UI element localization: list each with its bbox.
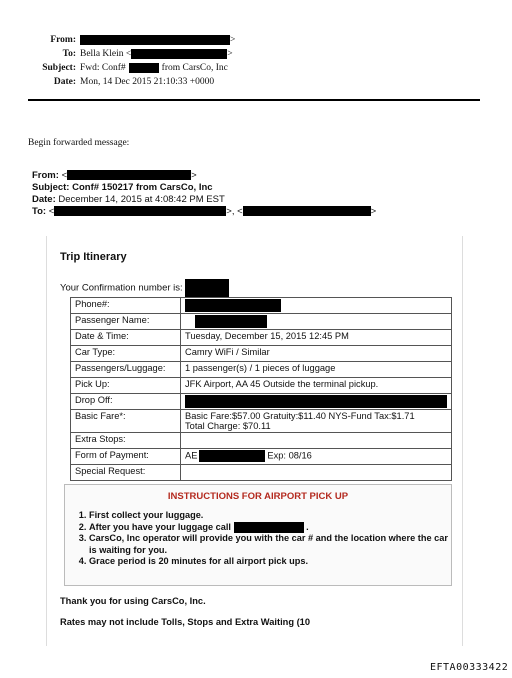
row-label: Drop Off:	[71, 394, 181, 410]
bracket-close: >	[370, 206, 377, 217]
header-date-label: Date:	[53, 77, 76, 87]
header-to-label: To:	[62, 49, 76, 59]
table-row	[71, 433, 452, 449]
table-row	[71, 346, 452, 362]
forwarded-date-label: Date:	[32, 194, 56, 205]
forwarded-subject-value: Conf# 150217 from CarsCo, Inc	[72, 182, 213, 193]
table-row	[71, 378, 452, 394]
forwarded-header	[32, 170, 376, 218]
email-header	[0, 33, 512, 89]
row-value	[181, 314, 452, 330]
divider	[28, 99, 480, 101]
row-label: Car Type:	[71, 346, 181, 362]
row-label: Phone#:	[71, 298, 181, 314]
row-label: Basic Fare*:	[71, 410, 181, 433]
redaction-block	[234, 522, 304, 533]
header-bracket: >	[227, 49, 233, 59]
row-value: 1 passenger(s) / 1 pieces of luggage	[181, 362, 452, 378]
header-bracket: >	[230, 35, 236, 45]
redaction-block	[80, 35, 230, 45]
list-item: 1. First collect your luggage.	[89, 510, 449, 522]
instruction-text: After you have your luggage call	[89, 521, 231, 532]
forwarded-from-label: From:	[32, 170, 59, 181]
row-label: Passengers/Luggage:	[71, 362, 181, 378]
header-date-value: Mon, 14 Dec 2015 21:10:33 +0000	[80, 77, 215, 87]
header-from-row	[0, 33, 512, 47]
row-value	[181, 298, 452, 314]
forwarded-to-label: To:	[32, 206, 47, 217]
row-value: JFK Airport, AA 45 Outside the terminal pickup.	[181, 378, 452, 394]
header-from-label: From:	[50, 35, 76, 45]
row-label: Special Request:	[71, 465, 181, 481]
row-label: Passenger Name:	[71, 314, 181, 330]
instruction-end: .	[306, 521, 309, 532]
bracket-mid: >, <	[226, 206, 243, 217]
forwarded-subject-label: Subject:	[32, 182, 70, 193]
table-row	[71, 314, 452, 330]
rates-text: Rates may not include Tolls, Stops and Extra Waiting (10	[60, 617, 311, 627]
redaction-block	[185, 299, 281, 312]
redaction-block	[185, 279, 229, 297]
bracket-open: <	[61, 170, 68, 181]
confirmation-label: Your Confirmation number is:	[60, 282, 183, 294]
itinerary-title: Trip Itinerary	[60, 251, 127, 263]
row-value	[181, 394, 452, 410]
forwarded-date-value: December 14, 2015 at 4:08:42 PM EST	[58, 194, 225, 205]
table-row	[71, 330, 452, 346]
row-label: Form of Payment:	[71, 449, 181, 465]
confirmation-line	[60, 279, 229, 297]
row-value	[181, 465, 452, 481]
table-row	[71, 362, 452, 378]
table-row	[71, 410, 452, 433]
table-row	[71, 394, 452, 410]
payment-exp: Exp: 08/16	[267, 450, 312, 461]
header-subject-label: Subject:	[42, 63, 76, 73]
redaction-block	[131, 49, 227, 59]
redaction-block	[185, 395, 447, 408]
header-to-row	[0, 47, 512, 61]
row-value: Tuesday, December 15, 2015 12:45 PM	[181, 330, 452, 346]
forwarded-date-row	[32, 194, 376, 206]
list-item: 3. CarsCo, Inc operator will provide you with the car # and the location where the car is waiting for you.	[89, 533, 449, 556]
row-value	[181, 410, 452, 433]
begin-forwarded-text: Begin forwarded message:	[28, 138, 130, 148]
row-label: Pick Up:	[71, 378, 181, 394]
document-id: EFTA00333422	[430, 662, 509, 673]
instructions-title: INSTRUCTIONS FOR AIRPORT PICK UP	[167, 491, 349, 502]
header-to-value: Bella Klein <	[80, 49, 132, 59]
row-value	[181, 433, 452, 449]
itinerary-table	[70, 297, 452, 481]
row-value: Camry WiFi / Similar	[181, 346, 452, 362]
forwarded-subject-row	[32, 182, 376, 194]
bracket-close: >	[191, 170, 197, 181]
header-date-row	[0, 75, 512, 89]
table-row	[71, 465, 452, 481]
redaction-block	[243, 206, 371, 216]
forwarded-from-row	[32, 170, 376, 182]
header-subject-row	[0, 61, 512, 75]
total-charge: Total Charge: $70.11	[185, 421, 271, 431]
redaction-block	[54, 206, 226, 216]
redaction-block	[195, 315, 267, 328]
payment-type: AE	[185, 450, 198, 461]
row-label: Extra Stops:	[71, 433, 181, 449]
row-label: Date & Time:	[71, 330, 181, 346]
thanks-text: Thank you for using CarsCo, Inc.	[60, 596, 206, 606]
list-item	[89, 522, 449, 534]
row-value	[181, 449, 452, 465]
header-subject-prefix: Fwd: Conf#	[80, 63, 126, 73]
instructions-list	[75, 510, 449, 568]
fare-breakdown: Basic Fare:$57.00 Gratuity:$11.40 NYS-Fund Tax:$1.71	[185, 411, 415, 421]
forwarded-to-row	[32, 206, 376, 218]
redaction-block	[129, 63, 159, 73]
table-row	[71, 298, 452, 314]
table-row	[71, 449, 452, 465]
redaction-block	[67, 170, 191, 180]
header-subject-suffix: from CarsCo, Inc	[161, 63, 228, 73]
redaction-block	[199, 450, 265, 462]
bracket-open: <	[48, 206, 55, 217]
list-item: 4. Grace period is 20 minutes for all airport pick ups.	[89, 556, 449, 568]
instructions-box	[64, 484, 452, 586]
